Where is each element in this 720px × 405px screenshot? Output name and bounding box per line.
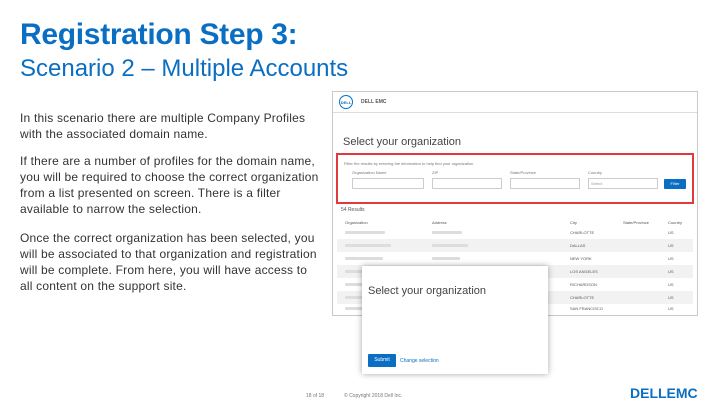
row-city: DALLAS (570, 243, 586, 248)
paragraph-multiple-profiles: In this scenario there are multiple Company Profiles with the associated domain name. (20, 111, 306, 141)
filter-label-country: Country (588, 170, 603, 175)
row-country: US (668, 295, 674, 300)
paragraph-registration-complete: Once the correct organization has been selected, you will be associated to that organization and registration will be complete. From here, you will have access to all content on the support site. (20, 231, 317, 293)
row-city: CHARLOTTE (570, 230, 595, 235)
column-organization: Organization (345, 220, 368, 225)
row-country: US (668, 243, 674, 248)
row-city: RICHARDSON (570, 282, 597, 287)
table-row[interactable] (337, 252, 693, 265)
table-row[interactable] (337, 239, 693, 252)
row-country: US (668, 269, 674, 274)
row-city: LOS ANGELES (570, 269, 598, 274)
filter-label-state: State/Province (510, 170, 537, 175)
selection-popup (362, 266, 548, 374)
popup-heading: Select your organization (368, 285, 487, 297)
zip-input[interactable] (432, 178, 502, 189)
dell-emc-logo-text: DELLEMC (630, 385, 698, 401)
filter-label-zip: ZIP (432, 170, 439, 175)
row-country: US (668, 282, 674, 287)
paragraph-choose-organization: If there are a number of profiles for the domain name, you will be required to choose the correct organization from a list presented on screen. There is a filter available to narrow the selection. (20, 154, 319, 216)
filter-label-organization: Organization Name (352, 170, 387, 175)
column-address: Address (432, 220, 447, 225)
country-select[interactable]: Select (588, 178, 658, 189)
change-selection-link[interactable]: Change selection (400, 358, 439, 364)
filter-button[interactable]: Filter (664, 179, 686, 189)
screenshot-header (333, 92, 697, 113)
copyright: © Copyright 2018 Dell Inc. (344, 393, 403, 399)
header-brand: DELL EMC (361, 99, 387, 105)
dell-logo-icon: DELL (339, 95, 353, 109)
column-country: Country (668, 220, 683, 225)
row-country: US (668, 306, 674, 311)
screenshot-heading: Select your organization (343, 136, 462, 148)
organization-name-input[interactable] (352, 178, 424, 189)
column-state: State/Province (623, 220, 650, 225)
state-input[interactable] (510, 178, 580, 189)
filter-panel (336, 153, 694, 204)
row-city: NEW YORK (570, 256, 592, 261)
slide-title: Registration Step 3: (20, 18, 298, 51)
page-number: 18 of 18 (306, 393, 325, 399)
column-city: City (570, 220, 577, 225)
submit-button[interactable]: Submit (368, 354, 396, 367)
row-city: SAN FRANCISCO (570, 306, 603, 311)
results-count: 54 Results (341, 207, 365, 213)
table-row[interactable] (337, 226, 693, 239)
row-country: US (668, 230, 674, 235)
slide-subtitle: Scenario 2 – Multiple Accounts (20, 55, 349, 82)
dell-emc-logo (628, 384, 708, 402)
filter-hint: Filter the results by entering the information to help find your organization (344, 161, 474, 166)
row-country: US (668, 256, 674, 261)
row-city: CHARLOTTE (570, 295, 595, 300)
